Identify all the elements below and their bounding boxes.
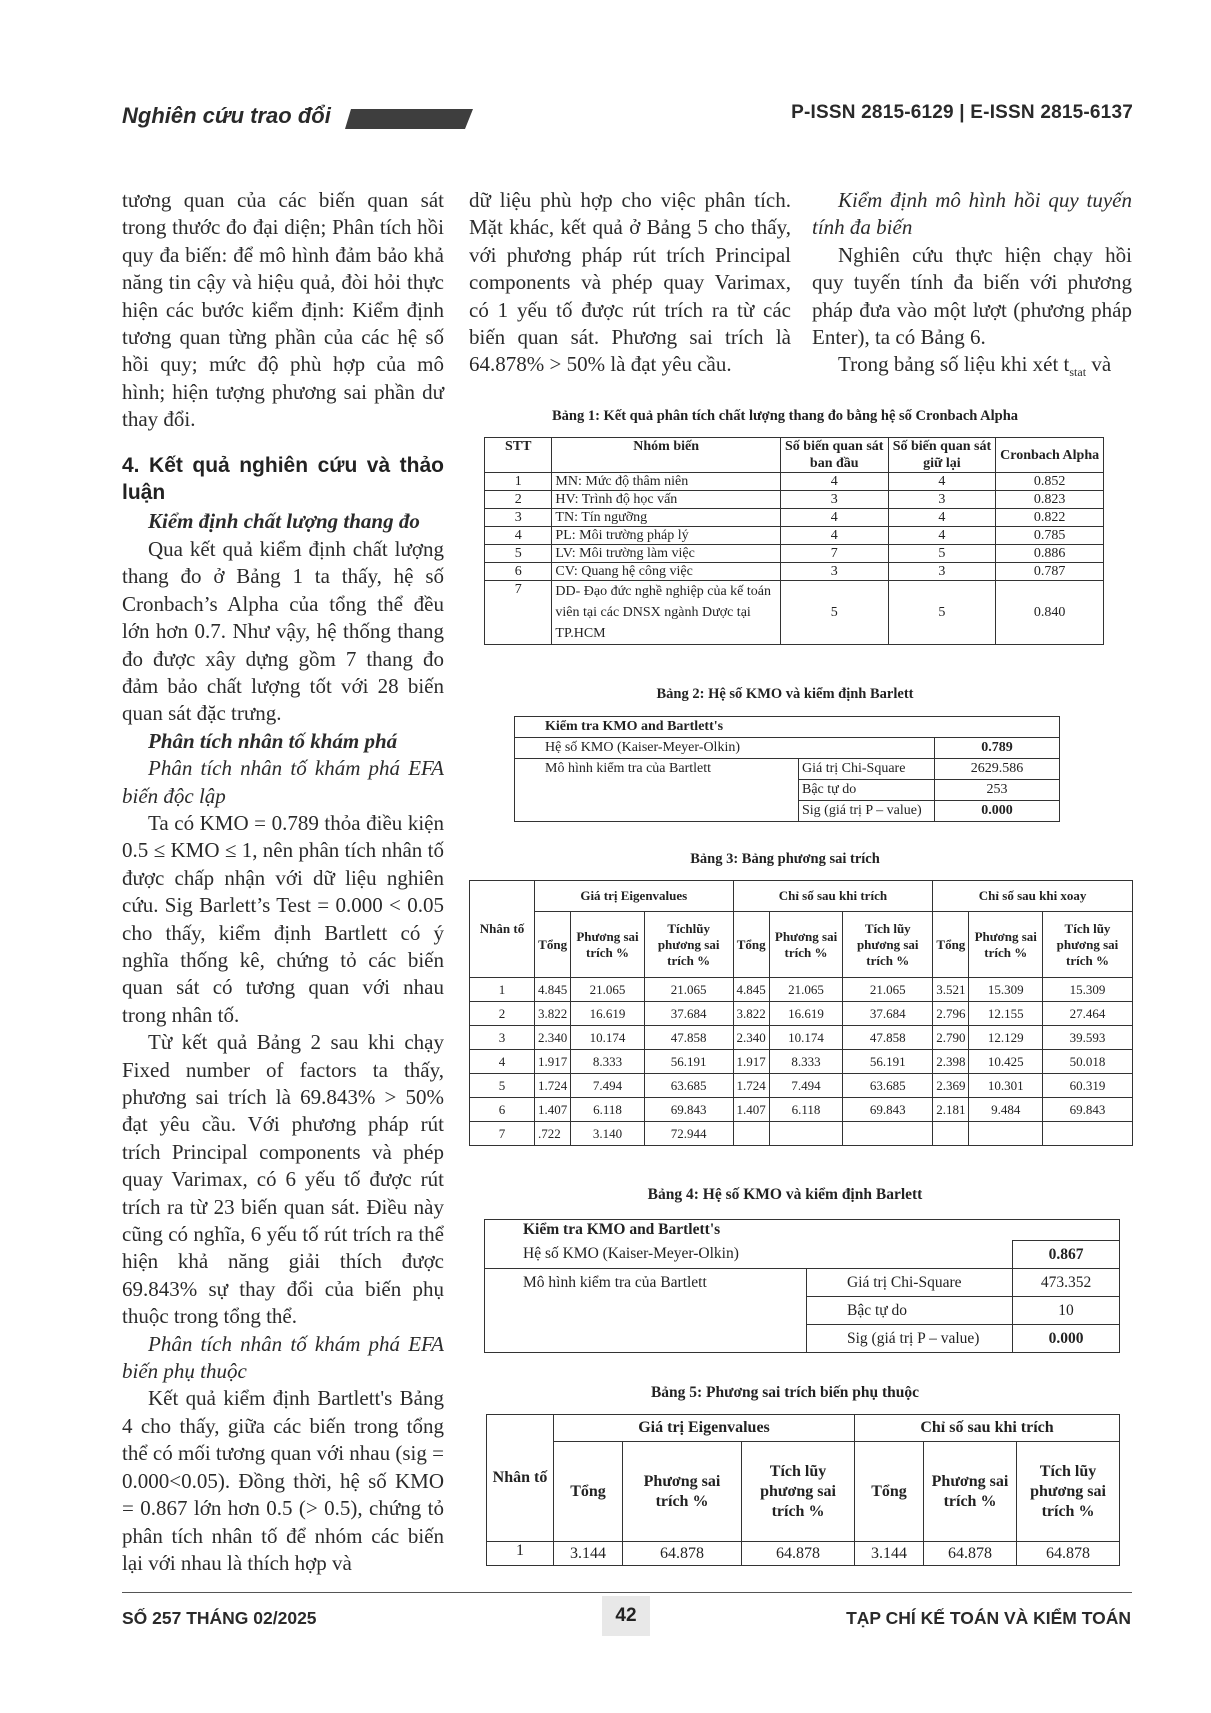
table-cell: 7.494 xyxy=(769,1074,842,1098)
table-header-cell: Tích lũy phương sai trích % xyxy=(1042,912,1132,978)
table-cell: Giá trị Chi-Square xyxy=(807,1269,1013,1297)
table-cell: 2.181 xyxy=(933,1098,969,1122)
table-row xyxy=(470,1122,1133,1146)
table-cell: 47.858 xyxy=(843,1026,933,1050)
table-cell: 1.724 xyxy=(535,1074,571,1098)
column-2 xyxy=(469,187,791,379)
table-cell: 2.398 xyxy=(933,1050,969,1074)
table-cell: 16.619 xyxy=(769,1002,842,1026)
paragraph: Trong bảng số liệu khi xét $t_{stat}$ và xyxy=(838,352,1112,380)
table-cell: 69.843 xyxy=(1042,1098,1132,1122)
table-cell: 473.352 xyxy=(1013,1269,1120,1297)
table-row xyxy=(485,581,1104,645)
column-3 xyxy=(812,187,1132,387)
table-header-cell: Giá trị Eigenvalues xyxy=(554,1415,855,1442)
table-cell: 3.144 xyxy=(855,1542,924,1566)
table-cell: 6 xyxy=(470,1098,535,1122)
table-header-cell: Phương sai trích % xyxy=(769,912,842,978)
table-header-cell: Phương sai trích % xyxy=(571,912,644,978)
table-cell xyxy=(969,1122,1042,1146)
journal-name: TẠP CHÍ KẾ TOÁN VÀ KIỂM TOÁN xyxy=(846,1608,1131,1628)
issue-number: SỐ 257 THÁNG 02/2025 xyxy=(122,1608,317,1628)
header-bar-decoration xyxy=(345,109,473,129)
table-row xyxy=(470,1050,1133,1074)
table-header-cell: Tổng xyxy=(535,912,571,978)
paragraph: Kết quả kiểm định Bartlett's Bảng 4 cho thấy, giữa các biến trong tổng thể có mối tương quan với nhau (sig = 0.000<0.05). Đồng thời, hệ số KMO = 0.867 lớn hơn 0.5 (> 0.5), chứng tỏ phân tích nhân tố để nhóm các biến lại với nhau là thích hợp và xyxy=(122,1386,444,1575)
table-cell: 10.174 xyxy=(769,1026,842,1050)
table-header-cell: STT xyxy=(485,438,552,473)
table-cell: 5 xyxy=(780,581,888,645)
table-cell: 72.944 xyxy=(644,1122,733,1146)
table-cell: 6.118 xyxy=(571,1098,644,1122)
table-cell: 37.684 xyxy=(843,1002,933,1026)
table-cell: 5 xyxy=(888,581,996,645)
table-cell: 56.191 xyxy=(644,1050,733,1074)
table-cell: 37.684 xyxy=(644,1002,733,1026)
table-cell: 7 xyxy=(485,581,552,645)
table-cell: 63.685 xyxy=(843,1074,933,1098)
table-cell: 64.878 xyxy=(1017,1542,1120,1566)
table-cell: Hệ số KMO (Kaiser-Meyer-Olkin) xyxy=(485,1241,1013,1269)
table-cell: 2.340 xyxy=(535,1026,571,1050)
table-header-cell: Chỉ số sau khi trích xyxy=(733,881,933,912)
table-row xyxy=(485,545,1104,563)
table-cell xyxy=(1042,1122,1132,1146)
table-header-cell: Tổng xyxy=(733,912,769,978)
table-cell: 5 xyxy=(485,545,552,563)
table-cell: 56.191 xyxy=(843,1050,933,1074)
issn: P-ISSN 2815-6129 | E-ISSN 2815-6137 xyxy=(791,102,1133,123)
table-header-cell: Tích lũy phương sai trích % xyxy=(742,1442,855,1542)
table-cell: 9.484 xyxy=(969,1098,1042,1122)
table-cell: 4 xyxy=(780,509,888,527)
table-cell: TN: Tín ngưỡng xyxy=(552,509,780,527)
table-cell: 1 xyxy=(487,1542,554,1566)
table-row xyxy=(485,527,1104,545)
table-cell: 64.878 xyxy=(623,1542,742,1566)
table-4 xyxy=(484,1219,1120,1353)
paragraph: Ta có KMO = 0.789 thỏa điều kiện 0.5 ≤ KMO ≤ 1, nên phân tích nhân tố được chấp nhận với dữ liệu nghiên cứu. Sig Barlett’s Test = 0.000 < 0.05 cho thấy, kiểm định Bartlett có ý nghĩa thống kê, chứng tỏ các biến quan sát có tương quan với nhau trong nhân tố. xyxy=(122,810,444,1027)
table-header-cell: Cronbach Alpha xyxy=(996,438,1104,473)
table-header-cell: Giá trị Eigenvalues xyxy=(535,881,734,912)
table-cell: 15.309 xyxy=(1042,978,1132,1002)
table-header-cell: Số biến quan sát giữ lại xyxy=(888,438,996,473)
table-cell: 1 xyxy=(470,978,535,1002)
table-cell: 0.789 xyxy=(935,738,1060,759)
table-cell: 63.685 xyxy=(644,1074,733,1098)
table-cell: 1.917 xyxy=(733,1050,769,1074)
table-row xyxy=(485,509,1104,527)
table-cell: 12.155 xyxy=(969,1002,1042,1026)
table-cell: 3.521 xyxy=(933,978,969,1002)
table-cell: 0.823 xyxy=(996,491,1104,509)
table-1 xyxy=(484,437,1104,645)
table-row xyxy=(485,491,1104,509)
table-cell: 50.018 xyxy=(1042,1050,1132,1074)
table-header-cell: Tíchlũy phương sai trích % xyxy=(644,912,733,978)
table-2 xyxy=(514,716,1060,822)
table-cell: .722 xyxy=(535,1122,571,1146)
table-header-cell: Phương sai trích % xyxy=(623,1442,742,1542)
table-cell: 3 xyxy=(888,563,996,581)
table-header-cell: Tích lũy phương sai trích % xyxy=(1017,1442,1120,1542)
table-cell: 6.118 xyxy=(769,1098,842,1122)
table-cell: Mô hình kiểm tra của Bartlett xyxy=(515,759,799,822)
table-header-cell: Phương sai trích % xyxy=(924,1442,1017,1542)
table-cell: 21.065 xyxy=(769,978,842,1002)
table-cell: 4.845 xyxy=(535,978,571,1002)
table-cell: 2.369 xyxy=(933,1074,969,1098)
table-cell: MN: Mức độ thâm niên xyxy=(552,473,780,491)
table-2-caption: Bảng 2: Hệ số KMO và kiểm định Barlett xyxy=(656,686,914,702)
paragraph: tương quan của các biến quan sát trong thước đo đại diện; Phân tích hồi quy đa biến: để mô hình đảm bảo khả năng tin cậy và hiệu quả, đòi hỏi thực hiện các bước kiểm định: Kiểm định tương quan từng phần của các hệ số hồi quy; mức độ phù hợp của mô hình; hiện tượng phương sai phần dư thay đổi. xyxy=(122,188,444,432)
table-cell: 3 xyxy=(888,491,996,509)
table-cell: LV: Môi trường làm việc xyxy=(552,545,780,563)
column-1 xyxy=(122,187,444,1577)
subsection-heading: Kiểm định chất lượng thang đo xyxy=(148,509,420,534)
section-heading: 4. Kết quả nghiên cứu và thảo luận xyxy=(122,453,444,505)
table-cell: Sig (giá trị P – value) xyxy=(807,1325,1013,1353)
table-cell: 47.858 xyxy=(644,1026,733,1050)
table-row xyxy=(487,1542,1120,1566)
table-cell: 15.309 xyxy=(969,978,1042,1002)
table-cell: 0.000 xyxy=(935,801,1060,822)
table-cell xyxy=(843,1122,933,1146)
table-header-cell: Tổng xyxy=(933,912,969,978)
paragraph: dữ liệu phù hợp cho việc phân tích. Mặt khác, kết quả ở Bảng 5 cho thấy, với phương pháp rút trích Principal components và phép quay Varimax, có 1 yếu tố được rút trích ra từ các biến quan sát. Phương sai trích là 64.878% > 50% là đạt yêu cầu. xyxy=(469,188,791,377)
subsection-heading: Kiểm định mô hình hồi quy tuyến tính đa biến xyxy=(812,188,1132,240)
subsection-heading: Phân tích nhân tố khám phá xyxy=(148,728,398,753)
table-cell: 1 xyxy=(485,473,552,491)
table-cell: 16.619 xyxy=(571,1002,644,1026)
table-cell: 10.301 xyxy=(969,1074,1042,1098)
table-cell: 2.790 xyxy=(933,1026,969,1050)
subsection-heading: Phân tích nhân tố khám phá EFA biến phụ thuộc xyxy=(122,1331,444,1384)
page-number: 42 xyxy=(602,1596,650,1636)
table-header-cell: Nhân tố xyxy=(487,1415,554,1542)
table-header-cell: Số biến quan sát ban đầu xyxy=(780,438,888,473)
table-cell: 253 xyxy=(935,780,1060,801)
table-cell: 0.840 xyxy=(996,581,1104,645)
table-1-caption: Bảng 1: Kết quả phân tích chất lượng thang đo bằng hệ số Cronbach Alpha xyxy=(551,408,1019,424)
paragraph: Từ kết quả Bảng 2 sau khi chạy Fixed number of factors ta thấy, phương sai trích là 69.843% > 50% đạt yêu cầu. Với phương pháp rút trích Principal components và phép quay Varimax, có 6 yếu tố được rút trích ra từ 23 biến quan sát. Điều này cũng có nghĩa, 6 yếu tố rút trích ra thể hiện khả năng giải thích được 69.843% sự thay đổi của biến phụ thuộc trong tổng thể. xyxy=(122,1030,444,1329)
paragraph: Nghiên cứu thực hiện chạy hồi quy tuyến tính đa biến với phương pháp đưa vào một lượt (phương pháp Enter), ta có Bảng 6. xyxy=(812,242,1132,350)
table-cell: 10.174 xyxy=(571,1026,644,1050)
table-cell: Bậc tự do xyxy=(807,1297,1013,1325)
table-cell: 4 xyxy=(485,527,552,545)
table-cell: 3.822 xyxy=(733,1002,769,1026)
table-cell: 60.319 xyxy=(1042,1074,1132,1098)
table-cell: 4 xyxy=(470,1050,535,1074)
table-cell: 3 xyxy=(780,491,888,509)
table-cell: 21.065 xyxy=(571,978,644,1002)
table-header-cell: Nhóm biến xyxy=(552,438,780,473)
table-row xyxy=(485,563,1104,581)
table-cell: 1.917 xyxy=(535,1050,571,1074)
table-cell: 2.796 xyxy=(933,1002,969,1026)
table-row xyxy=(485,473,1104,491)
table-cell: Hệ số KMO (Kaiser-Meyer-Olkin) xyxy=(515,738,935,759)
table-cell: 2 xyxy=(485,491,552,509)
table-cell: 4 xyxy=(888,509,996,527)
table-cell: 0.822 xyxy=(996,509,1104,527)
table-cell: 0.852 xyxy=(996,473,1104,491)
table-row xyxy=(470,1026,1133,1050)
table-5-caption: Bảng 5: Phương sai trích biến phụ thuộc xyxy=(650,1384,920,1401)
table-cell: 4.845 xyxy=(733,978,769,1002)
table-cell: 4 xyxy=(780,473,888,491)
table-cell: 10 xyxy=(1013,1297,1120,1325)
table-cell: CV: Quang hệ công việc xyxy=(552,563,780,581)
table-cell: 3.822 xyxy=(535,1002,571,1026)
table-3 xyxy=(469,880,1133,1146)
table-cell: 3 xyxy=(780,563,888,581)
table-cell: 2 xyxy=(470,1002,535,1026)
table-cell: 7 xyxy=(470,1122,535,1146)
table-cell xyxy=(733,1122,769,1146)
table-cell xyxy=(769,1122,842,1146)
table-cell: 27.464 xyxy=(1042,1002,1132,1026)
table-cell: 0.000 xyxy=(1013,1325,1120,1353)
table-cell: 21.065 xyxy=(843,978,933,1002)
paragraph: Qua kết quả kiểm định chất lượng thang đo ở Bảng 1 ta thấy, hệ số Cronbach’s Alpha của tổng thể đều lớn hơn 0.7. Như vậy, hệ thống thang đo được xây dựng gồm 7 thang đo đảm bảo chất lượng tốt với 28 biến quan sát đặc trưng. xyxy=(122,536,444,726)
table-cell: 5 xyxy=(888,545,996,563)
table-3-caption: Bảng 3: Bảng phương sai trích xyxy=(690,851,880,867)
table-cell: PL: Môi trường pháp lý xyxy=(552,527,780,545)
table-cell: 4 xyxy=(780,527,888,545)
table-header-row xyxy=(485,438,1104,473)
table-cell: 8.333 xyxy=(571,1050,644,1074)
table-cell: 39.593 xyxy=(1042,1026,1132,1050)
table-cell: 0.886 xyxy=(996,545,1104,563)
table-cell: Giá trị Chi-Square xyxy=(799,759,935,780)
table-cell: 0.867 xyxy=(1013,1241,1120,1269)
table-cell xyxy=(933,1122,969,1146)
table-cell: DD- Đạo đức nghề nghiệp của kế toán viên tại các DNSX ngành Dược tại TP.HCM xyxy=(552,581,780,645)
table-cell: 3 xyxy=(485,509,552,527)
table-cell: 5 xyxy=(470,1074,535,1098)
table-cell: 1.407 xyxy=(535,1098,571,1122)
table-header-cell: Tổng xyxy=(554,1442,623,1542)
table-header-cell: Phương sai trích % xyxy=(969,912,1042,978)
table-cell: 0.785 xyxy=(996,527,1104,545)
table-2-title: Kiểm tra KMO and Bartlett's xyxy=(515,717,1060,738)
footer-rule xyxy=(122,1592,1132,1593)
table-cell: 3.140 xyxy=(571,1122,644,1146)
table-cell: 6 xyxy=(485,563,552,581)
table-header-cell: Chỉ số sau khi xoay xyxy=(933,881,1133,912)
table-cell: 21.065 xyxy=(644,978,733,1002)
table-cell: 1.724 xyxy=(733,1074,769,1098)
table-cell: 3 xyxy=(470,1026,535,1050)
table-cell: 64.878 xyxy=(742,1542,855,1566)
table-cell: Sig (giá trị P – value) xyxy=(799,801,935,822)
table-row xyxy=(470,1074,1133,1098)
table-cell: 7 xyxy=(780,545,888,563)
table-cell: 1.407 xyxy=(733,1098,769,1122)
table-cell: 2629.586 xyxy=(935,759,1060,780)
table-header-cell: Tổng xyxy=(855,1442,924,1542)
table-cell: 3.144 xyxy=(554,1542,623,1566)
table-cell: 64.878 xyxy=(924,1542,1017,1566)
table-cell: 7.494 xyxy=(571,1074,644,1098)
table-row xyxy=(470,1002,1133,1026)
table-cell: 2.340 xyxy=(733,1026,769,1050)
table-4-caption: Bảng 4: Hệ số KMO và kiểm định Barlett xyxy=(647,1186,923,1203)
table-cell: 0.787 xyxy=(996,563,1104,581)
table-5 xyxy=(486,1414,1120,1566)
table-row xyxy=(470,978,1133,1002)
table-row xyxy=(470,1098,1133,1122)
table-header-cell: Nhân tố xyxy=(470,881,535,978)
table-cell: Mô hình kiểm tra của Bartlett xyxy=(485,1269,807,1353)
table-cell: 69.843 xyxy=(843,1098,933,1122)
table-header-cell: Tích lũy phương sai trích % xyxy=(843,912,933,978)
table-cell: 4 xyxy=(888,527,996,545)
section-title: Nghiên cứu trao đổi xyxy=(122,103,331,128)
subsection-heading: Phân tích nhân tố khám phá EFA biến độc lập xyxy=(122,756,444,808)
table-cell: HV: Trình độ học vấn xyxy=(552,491,780,509)
table-cell: 69.843 xyxy=(644,1098,733,1122)
table-cell: Bậc tự do xyxy=(799,780,935,801)
table-cell: 10.425 xyxy=(969,1050,1042,1074)
table-cell: 12.129 xyxy=(969,1026,1042,1050)
table-4-title: Kiểm tra KMO and Bartlett's xyxy=(485,1220,1120,1241)
table-cell: 4 xyxy=(888,473,996,491)
table-cell: 8.333 xyxy=(769,1050,842,1074)
table-header-cell: Chỉ số sau khi trích xyxy=(855,1415,1120,1442)
